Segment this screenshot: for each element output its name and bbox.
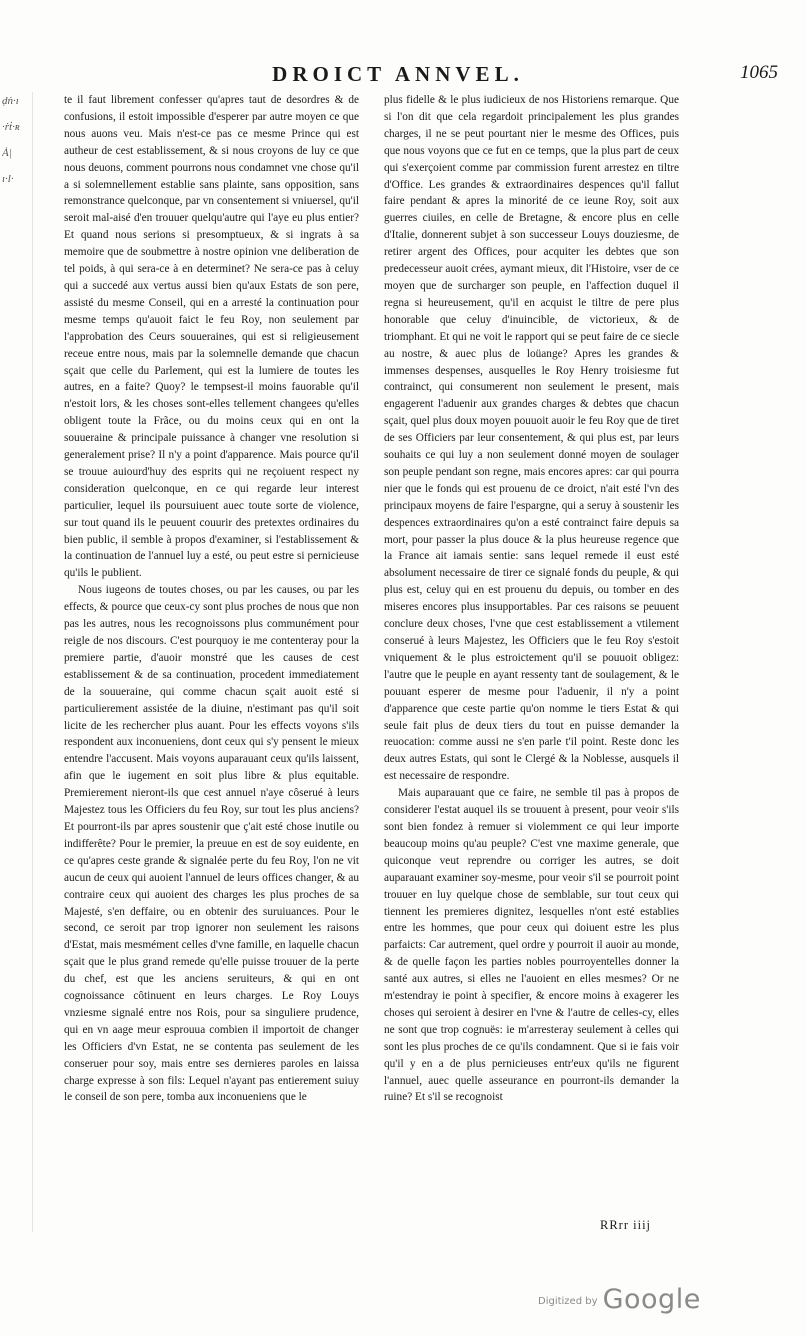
right-paragraph-1: plus fidelle & le plus iudicieux de nos Historiens remarque. Que si l'on dit que cela regardoit principalement les plus grandes charges, il ne se peut pourtant nier le mesme des Offices, puis que nous voyons que ce fut en ce temps, que la plus part de ceux qui s'exerçoient comme par commission furent arrestez en tiltre d'Office. Les grandes & extraordinaires despences qu'il fallut faire pendant & apres la minorité de ce ieune Roy, soit aux guerres ciuiles, en celle de Bretagne, & encore plus en celle d'Italie, donnerent subjet à son successeur Louys douziesme, de retirer argent des Offices, pour acquiter les debtes que son predecesseur auoit crées, aymant mieux, dit l'Histoire, vser de ce moyen que de surcharger son peuple, en l'affection duquel il regna si heureusement, qu'il en acquist le tiltre de pere plus honorable que celuy d'inuincible, de victorieux, & de triomphant. Et qui ne voit le rapport qui se peut faire de ce siecle au nostre, & auec plus de loüange? Apres les grandes & immenses despenses, ausquelles le Roy Henry troisiesme fut contrainct, qui consumerent non seulement le present, mais engagerent l'aduenir aux grandes charges & debtes que chacun sçait, quel plus doux moyen pouuoit auoir le feu Roy que de tiret de ses Officiers par leur consentement, & qui plus est, par leurs souhaits ce qui luy a non seulement donné moyen de soulager son peuple pendant son regne, mais encores apres: car qui pourra nier que le fonds qui est prouenu de ce droict, n'ait esté l'vn des principaux moyens de faire l'espargne, qui a seruy à soustenir les despences extraordinaires qu'on a esté contrainct faire depuis sa mort, pour passer la plus douce & la plus heureuse regence que la France ait iamais sentie: sans lequel remede il eust esté absolument necessaire de tirer ce signalé fonds du peuple, & qui plus est, celuy qui en est prouenu du depuis, ou tomber en des miseres encores plus insupportables. Par ces raisons se peuuent conclure deux choses, l'vne que cest establissement a vtilement conserué à leurs Majestez, les Officiers que le feu Roy s'estoit vniquement & le plus estroictement qu'il se pouuoit obligez: l'autre que le peuple en ayant ressenty tant de soulagement, & le pouuant esperer de mesme pour l'aduenir, il n'y a point d'apparence que ceste partie qu'on nomme le tiers Estat & qui seule fait plus de deux tiers du tout en puisse demander la reuocation: comme aussi ne s'en parle t'il point. Reste donc les deux autres Estats, qui sont le Clergé & la Noblesse, ausquels il est necessaire de respondre.	[384, 94, 679, 783]
digitized-watermark	[538, 1284, 701, 1315]
margin-note: ḍṅ·ı	[2, 95, 19, 107]
left-paragraph-2: Nous iugeons de toutes choses, ou par les causes, ou par les effects, & pource que ceux-cy sont plus proches de nous que non pas les autres, nous les recognoissons plus communément pour reigle de nos discours. C'est pourquoy ie me contenteray pour la premiere partie, d'auoir monstré que les causes de cest establissement & de sa continuation, procedent immediatement de la souueraine, qui comme chacun sçait auoit esté si particulierement assistée de la diuine, n'estimant pas qu'il soit licite de les rechercher plus auant. Pour les effects voyons s'ils respondent aux inconueniens, dont ceux qui s'y pensent le mieux entendre l'accusent. Mais voyons auparauant ceux qu'ils laissent, afin que le iugement en soit plus libre & plus equitable. Premierement nieront-ils que cest annuel n'aye côserué à leurs Majestez tous les Officiers du feu Roy, sur tout les plus anciens? Et pourront-ils par apres soustenir que ç'ait esté chose inutile ou indifferête? Pour le premier, la preuue en est de soy euidente, en ce qu'apres ceste grande & signalée perte du feu Roy, l'on ne vit aucun de ceux qui auoient l'annuel de leurs offices changer, & au contraire ceux qui auoient des charges les plus proches de sa Majesté, s'en deffaire, ou en obtenir des suruiuances. Pour le second, ce seroit par trop ignorer non seulement les raisons d'Estat, mais mesmément celles d'vne famille, en laquelle chacun sçait que le plus grand remede qu'elle puisse trouuer de la perte du chef, est que les anciens seruiteurs, & qui en ont cognoissance côtinuent en leurs charges. Le Roy Louys vnziesme signalé entre nos Rois, pour sa singuliere prudence, qui en vn aage meur esprouua combien il importoit de changer les Officiers d'vn Estat, ne se contenta pas seulement de les conseruer pour soy, mais entre ses dernieres paroles en laissa charge expresse à son fils: Lequel n'ayant pas entierement suiuy le conseil de son pere, tomba aux inconueniens que le	[64, 584, 359, 1104]
margin-note: ı·l·	[2, 173, 14, 185]
google-logo: Google	[602, 1284, 701, 1315]
signature-mark: RRrr iiij	[600, 1218, 652, 1232]
margin-note: Ȧ|	[2, 147, 12, 159]
running-head: DROICT ANNVEL.	[272, 62, 524, 86]
right-paragraph-2: Mais auparauant que ce faire, ne semble til pas à propos de considerer l'estat auquel ils se trouuent à present, pour veoir s'ils sont bien fondez à remuer si violemment ce qui leur importe beaucoup moins qu'au peuple? C'est vne maxime generale, que quiconque veut reprendre ou corriger les autres, se doit auparauant examiner soy-mesme, pour veoir s'il se pourroit point trouuer en luy quelque chose de semblable, sur tout ceux qui tiennent les premieres dignitez, lesquelles n'ont esté establies entre les hommes, que pour ceux qui doiuent estre les plus parfaicts: Car autrement, quel ordre y pourroit il auoir au monde, & de quelle façon les parties nobles pourroyentelles donner la santé aux autres, si elles ne l'auoient en elles mesmes? Or ne m'estendray ie point à specifier, & encore moins à exagerer les choses qui seroient à desirer en l'vne & l'autre de celles-cy, elles ne sont que trop cognuës: ie m'arresteray seulement à celles qui sont les plus proches de ce qu'ils condamnent. Que si ie fais voir qu'il y en a de plus pernicieuses entr'eux qu'ils ne figurent l'annuel, auec quelle asseurance en pourront-ils demander la ruine? Et s'il se recognoist	[384, 787, 679, 1104]
watermark-prefix: Digitized by	[538, 1296, 598, 1307]
left-paragraph-1: te il faut librement confesser qu'apres taut de desordres & de confusions, il estoit impossible d'esperer par autre moyen ce que nous auons veu. Mais n'est-ce pas ce mesme Prince qui est autheur de cest establissement, & si nous croyons de luy ce que nous deuons, comment pourrons nous condamnet vne chose qu'il a si solemnellement establie sans plainte, sans opposition, sans remonstrance quelconque, par vn consentement si vniuersel, qu'il seroit mal-aisé d'en trouuer quelqu'autre qui l'aye eu plus entier? Et quand nous serions si presomptueux, & si ingrats à sa memoire que de soubmettre à nostre opinion vne deliberation de tel poids, à qui sera-ce à en determinet? Ne sera-ce pas à celuy qui a succedé aux vertus aussi bien qu'aux Estats de son pere, assisté du mesme Conseil, qui en a arresté la continuation pour mesme temps qu'auoit faict le feu Roy, non seulement par l'approbation des Ceurs souueraines, qui est si religieusement receue entre nous, mais par la solemnelle demande que chacun sçait que celle du Parlement, qui est la lumiere de toutes les autres, en a faite? Quoy? le tempsest-il moins fauorable qu'il n'estoit lors, & les choses sont-elles tellement changees qu'elles obligent toute la Frãce, ou du moins ceux qui en ont la souueraine & principale puissance à changer vne resolution si generalement prise? Il n'y a point d'apparence. Mais pource qu'il se trouue auiourd'huy des esprits qui ne reçoiuent respect ny consideration quelconque, en ce qui regarde leur interest particulier, lequel ils poursuiuent auec toute sorte de violence, sur tout quand ils le peuuent couurir des pretextes ordinaires du bien public, il semble à propos d'examiner, si l'establissement & la continuation de l'annuel luy a esté, ou peut estre si pernicieuse qu'ils le publient.	[64, 94, 359, 580]
gutter-shadow	[32, 92, 33, 1232]
left-column	[64, 92, 359, 1106]
right-column	[384, 92, 679, 1106]
page-number: 1065	[740, 62, 778, 83]
margin-note: ·ṙṫ·ʀ	[2, 121, 20, 133]
margin-notes	[2, 88, 28, 192]
